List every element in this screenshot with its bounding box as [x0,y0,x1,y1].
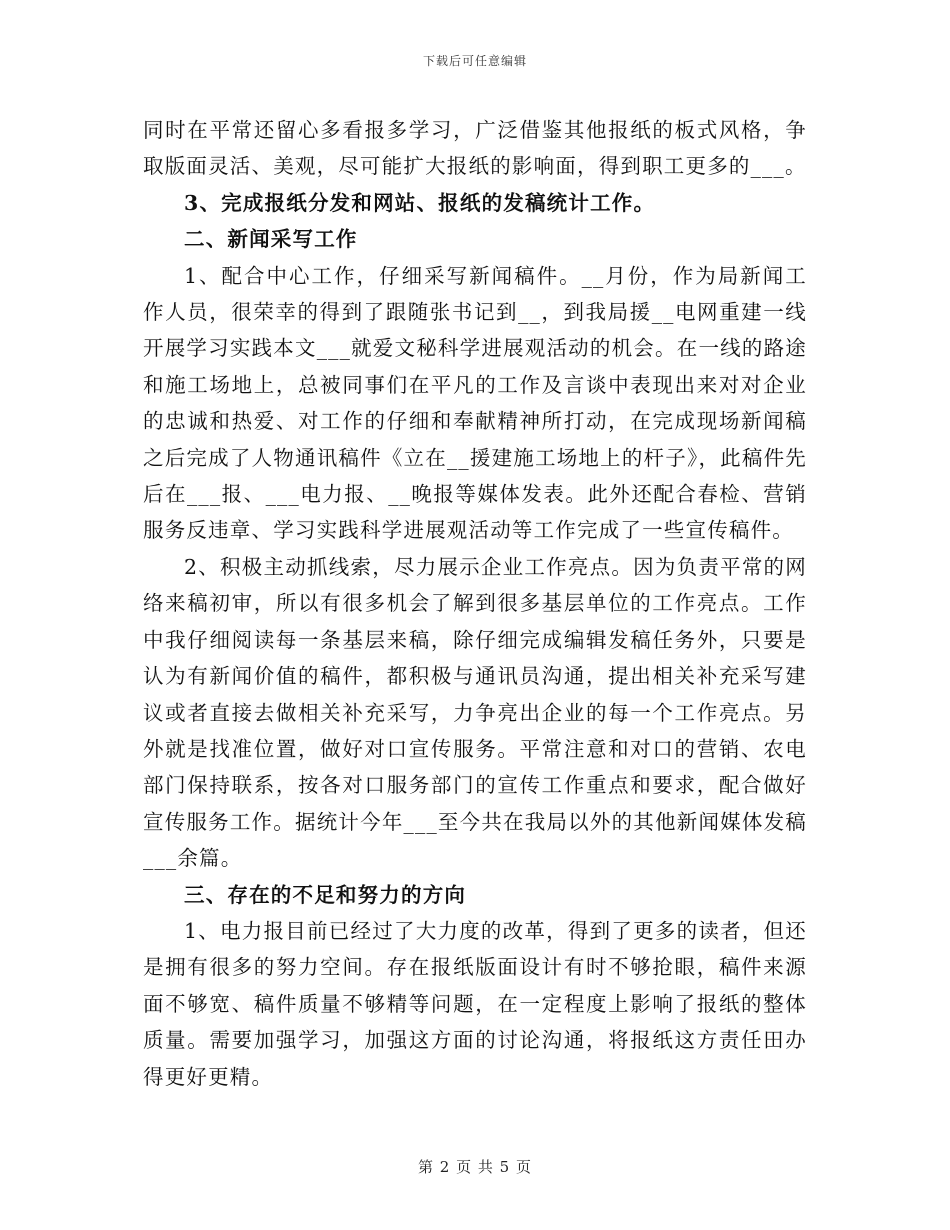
section-heading-shortcomings: 三、存在的不足和努力的方向 [184,882,467,907]
paragraph-layout-continuation: 同时在平常还留心多看报多学习，广泛借鉴其他报纸的板式风格，争取版面灵活、美观，尽可能扩大报纸的影响面，得到职工更多的___。 [143,118,807,179]
paragraph-shortcomings-1: 1、电力报目前已经过了大力度的改革，得到了更多的读者，但还是拥有很多的努力空间。存在报纸版面设计有时不够抢眼，稿件来源面不够宽、稿件质量不够精等问题，在一定程度上影响了报纸的整体质量。需要加强学习，加强这方面的讨论沟通，将报纸这方责任田办得更好更精。 [143,918,807,1089]
page-header: 下载后可任意编辑 [422,54,527,68]
page-number-footer: 第 2 页 共 5 页 [418,1158,532,1176]
paragraph-news-writing-2: 2、积极主动抓线索，尽力展示企业工作亮点。因为负责平常的网络来稿初审，所以有很多机会了解到很多基层单位的工作亮点。工作中我仔细阅读每一条基层来稿，除仔细完成编辑发稿任务外，只要是认为有新闻价值的稿件，都积极与通讯员沟通，提出相关补充采写建议或者直接去做相关补充采写，力争亮出企业的每一个工作亮点。另外就是找准位置，做好对口宣传服务。平常注意和对口的营销、农电部门保持联系，按各对口服务部门的宣传工作重点和要求，配合做好宣传服务工作。据统计今年___至今共在我局以外的其他新闻媒体发稿___余篇。 [143,554,807,871]
item-heading-statistics: 3、完成报纸分发和网站、报纸的发稿统计工作。 [184,190,656,215]
paragraph-news-writing-1: 1、配合中心工作，仔细采写新闻稿件。__月份，作为局新闻工作人员，很荣幸的得到了跟随张书记到__，到我局援__电网重建一线开展学习实践本文___就爱文秘科学进展观活动的机会。在一线的路途和施工场地上，总被同事们在平凡的工作及言谈中表现出来对对企业的忠诚和热爱、对工作的仔细和奉献精神所打动，在完成现场新闻稿之后完成了人物通讯稿件《立在__援建施工场地上的杆子》，此稿件先后在___报、___电力报、__晚报等媒体发表。此外还配合春检、营销服务反违章、学习实践科学进展观活动等工作完成了一些宣传稿件。 [143,263,807,543]
section-heading-news-writing: 二、新闻采写工作 [184,227,358,252]
document-body [143,112,807,1095]
